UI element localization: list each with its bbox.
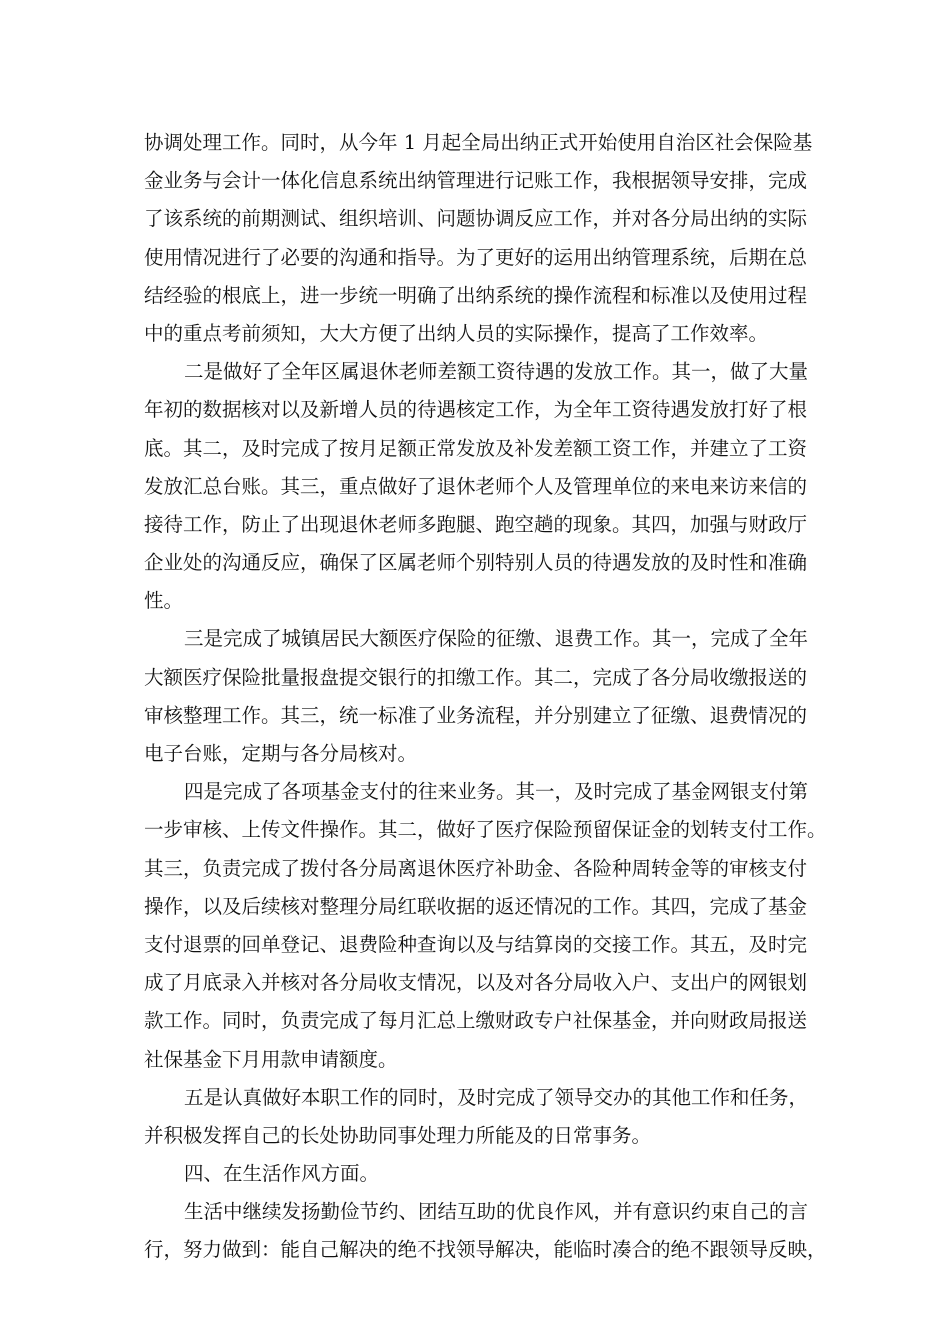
text-line: 协调处理工作。同时，从今年 1 月起全局出纳正式开始使用自治区社会保险基 [144, 131, 813, 154]
text-line: 中的重点考前须知，大大方便了出纳人员的实际操作，提高了工作效率。 [144, 321, 769, 345]
text-line: 了该系统的前期测试、组织培训、问题协调反应工作，并对各分局出纳的实际 [144, 207, 808, 231]
text-line: 成了月底录入并核对各分局收支情况，以及对各分局收入户、支出户的网银划 [144, 971, 808, 995]
text-line: 企业处的沟通反应，确保了区属老师个别特别人员的待遇发放的及时性和准确 [144, 551, 808, 575]
text-line: 生活中继续发扬勤俭节约、团结互助的优良作风，并有意识约束自己的言 [184, 1200, 809, 1224]
document-body [144, 124, 827, 1270]
text-line: 发放汇总台账。其三，重点做好了退休老师个人及管理单位的来电来访来信的 [144, 474, 808, 498]
text-line: 五是认真做好本职工作的同时，及时完成了领导交办的其他工作和任务， [184, 1085, 809, 1109]
text-line: 支付退票的回单登记、退费险种查询以及与结算岗的交接工作。其五，及时完 [144, 932, 808, 956]
text-line: 四、在生活作风方面。 [184, 1162, 380, 1186]
text-line: 金业务与会计一体化信息系统出纳管理进行记账工作，我根据领导安排，完成 [144, 169, 808, 193]
text-line: 性。 [144, 589, 184, 613]
text-line: 底。其二，及时完成了按月足额正常发放及补发差额工资工作，并建立了工资 [144, 436, 808, 460]
text-line: 大额医疗保险批量报盘提交银行的扣缴工作。其二，完成了各分局收缴报送的 [144, 665, 808, 689]
text-line: 二是做好了全年区属退休老师差额工资待遇的发放工作。其一，做了大量 [184, 360, 809, 384]
text-line: 使用情况进行了必要的沟通和指导。为了更好的运用出纳管理系统，后期在总 [144, 245, 808, 269]
text-line: 行，努力做到：能自己解决的绝不找领导解决，能临时凑合的绝不跟领导反映， [144, 1238, 827, 1262]
text-line: 一步审核、上传文件操作。其二，做好了医疗保险预留保证金的划转支付工作。 [144, 818, 827, 842]
text-line: 社保基金下月用款申请额度。 [144, 1047, 398, 1071]
text-line: 款工作。同时，负责完成了每月汇总上缴财政专户社保基金，并向财政局报送 [144, 1009, 808, 1033]
text-line: 操作，以及后续核对整理分局红联收据的返还情况的工作。其四，完成了基金 [144, 894, 808, 918]
text-line: 电子台账，定期与各分局核对。 [144, 742, 418, 765]
text-line: 审核整理工作。其三，统一标准了业务流程，并分别建立了征缴、退费情况的 [144, 703, 808, 727]
text-line: 接待工作，防止了出现退休老师多跑腿、跑空趟的现象。其四，加强与财政厅 [144, 512, 808, 536]
text-line: 结经验的根底上，进一步统一明确了出纳系统的操作流程和标准以及使用过程 [144, 283, 808, 307]
text-line: 年初的数据核对以及新增人员的待遇核定工作，为全年工资待遇发放打好了根 [144, 398, 808, 422]
text-line: 四是完成了各项基金支付的往来业务。其一，及时完成了基金网银支付第 [184, 780, 809, 804]
text-line: 并积极发挥自己的长处协助同事处理力所能及的日常事务。 [144, 1123, 652, 1147]
text-line: 其三，负责完成了拨付各分局离退休医疗补助金、各险种周转金等的审核支付 [144, 856, 808, 880]
text-line: 三是完成了城镇居民大额医疗保险的征缴、退费工作。其一，完成了全年 [184, 627, 809, 651]
